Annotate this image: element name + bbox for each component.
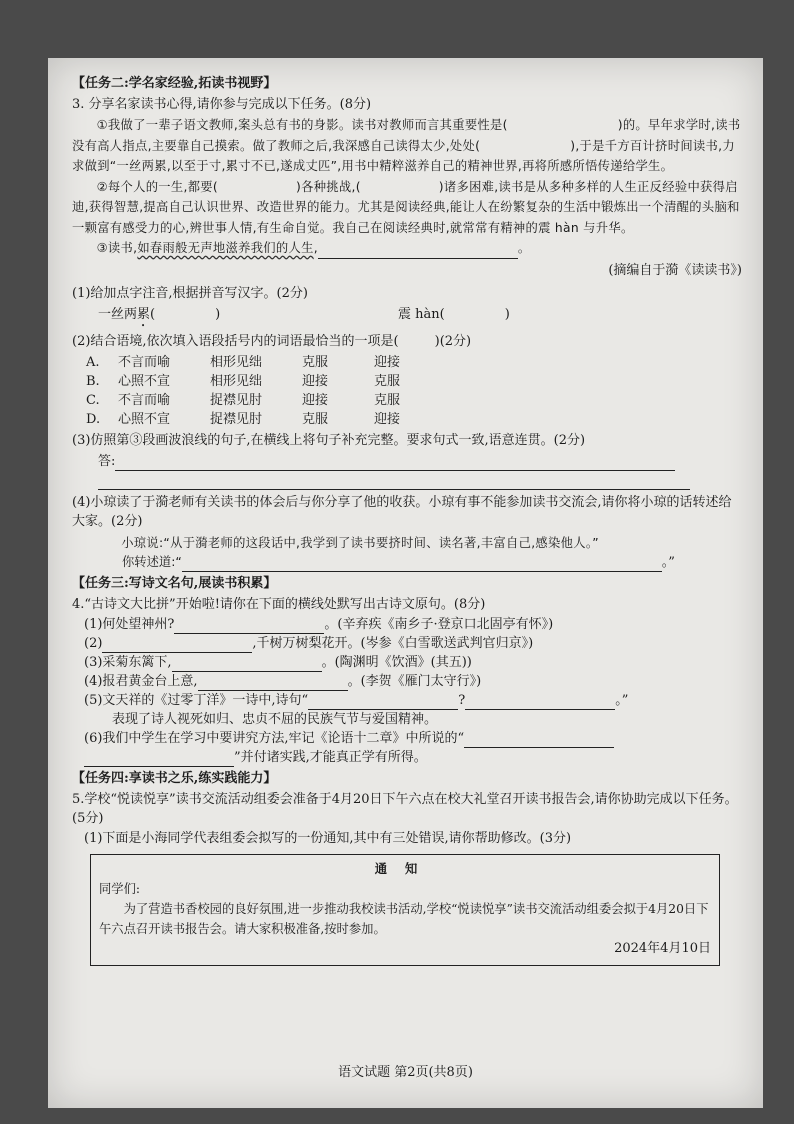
sub-question-2-score: )(2分) (434, 333, 472, 349)
hanzi-item-2-text: 震 hàn( (398, 306, 445, 322)
option-word: 相形见绌 (210, 354, 263, 370)
answer-row (72, 452, 742, 471)
passage-p1-part-a: ①我做了一辈子语文教师,案头总有书的身影。读书对教师而言其重要性是( (96, 118, 508, 132)
passage-p2-part-a: ②每个人的一生,都要( (96, 179, 218, 194)
sub-question-2 (72, 332, 742, 351)
notice-body: 为了营造书香校园的良好氛围,进一步推动我校读书活动,学校“悦读悦享”读书交流活动组委会拟于4月20日下午六点召开读书报告会。请大家积极准备,按时参加。 (99, 902, 709, 936)
passage-p1-part-b: )的。早年求学时,读书没有高人指点,主要靠自己摸索。做了教师之后,我深感自己读得太少,处处( (72, 118, 741, 153)
poem-item-5-note: 表现了诗人视死如归、忠贞不屈的民族气节与爱国精神。 (112, 712, 438, 727)
poem-item-5-pre: (5)文天祥的《过零丁洋》一诗中,诗句“ (84, 693, 309, 708)
poem-item-6 (72, 729, 742, 748)
option-word: 克服 (374, 373, 401, 389)
answer-blank-sentence[interactable] (318, 258, 518, 259)
passage-paragraph-2 (72, 177, 742, 239)
passage-paragraph-1 (72, 115, 742, 177)
poem-item-pre: (3)采菊东篱下, (84, 655, 172, 670)
sub-question-1: (1)给加点字注音,根据拼音写汉字。(2分) (72, 285, 308, 301)
poem-item-post: 。(李贺《雁门太守行》) (347, 674, 482, 689)
poem-item-pre: (2) (84, 636, 103, 651)
option-word: 克服 (302, 411, 329, 427)
question-3-title: 3. 分享名家读书心得,请你参与完成以下任务。(8分) (72, 97, 372, 112)
option-label: B. (86, 373, 100, 389)
notice-title: 通知 (374, 861, 436, 876)
option-word: 迎接 (374, 411, 401, 427)
exam-page (48, 58, 763, 1108)
retell-label: 你转述道:“ (122, 555, 182, 569)
option-word: 心照不宣 (118, 373, 171, 389)
passage-p3-end: 。 (517, 241, 531, 255)
poem-item (72, 615, 742, 634)
poem-blank[interactable] (465, 709, 615, 710)
option-label: C. (86, 392, 100, 408)
retell-end: 。” (661, 555, 675, 570)
sub-question-5-1: (1)下面是小海同学代表组委会拟写的一份通知,其中有三处错误,请你帮助修改。(3分) (84, 831, 572, 846)
option-word: 迎接 (302, 373, 329, 389)
poem-item-6-post: ”并付诸实践,才能真正学有所得。 (234, 750, 427, 765)
sub-question-1-items (72, 305, 742, 330)
poem-item-pre: (1)何处望神州? (84, 617, 175, 632)
question-5-title: 5.学校“悦读悦享”读书交流活动组委会准备于4月20日下午六点在校大礼堂召开读书报告会,请你协助完成以下任务。(5分) (72, 792, 738, 826)
choice-option[interactable] (72, 372, 742, 391)
hanzi-item-2-close: ) (504, 306, 510, 322)
option-label: A. (86, 354, 100, 370)
poem-item-5-end: 。” (615, 693, 629, 708)
pinyin-item-1-open: ( (150, 306, 156, 322)
poem-item-6-cont (72, 748, 742, 767)
task4-header: 【任务四:享读书之乐,练实践能力】 (72, 771, 277, 786)
hanzi-item-2 (398, 305, 510, 330)
pinyin-item-1-pre: 一丝两 (98, 306, 138, 322)
poem-item (72, 634, 742, 653)
answer-line-2[interactable] (98, 473, 690, 490)
xiaoqiong-quote: 小琼说:“从于漪老师的这段话中,我学到了读书要挤时间、读名著,丰富自己,感染他人。” (121, 535, 599, 550)
task2-header: 【任务二:学名家经验,拓读书视野】 (72, 76, 277, 91)
poem-item-post: 。(陶渊明《饮酒》(其五)) (321, 655, 472, 670)
retell-row (72, 553, 742, 572)
notice-date: 2024年4月10日 (614, 941, 711, 956)
poem-item (72, 672, 742, 691)
poem-item-post: ,千树万树梨花开。(岑参《白雪歌送武判官归京》) (252, 636, 534, 651)
question-4-title: 4.“古诗文大比拼”开始啦!请你在下面的横线处默写出古诗文原句。(8分) (72, 597, 486, 612)
sub-question-3: (3)仿照第③段画波浪线的句子,在横线上将句子补充完整。要求句式一致,语意连贯。(2分) (72, 432, 586, 448)
passage-p2-part-c: )诸多困难,读书是从多种多样的人生正反经验中获得启迪,获得智慧,提高自己认识世界、改造世界的能力。尤其是阅读经典,能让人在纷繁复杂的生活中锻炼出一个清醒的头脑和一颗富有感受力的心,辨世事人情,有生命自觉。我自己在阅读经典时,就常常有精神的震 hàn 与升华。 (72, 179, 740, 235)
notice-greeting: 同学们: (99, 882, 141, 896)
option-word: 捉襟见肘 (210, 392, 263, 408)
wavy-underlined-sentence: 如春雨般无声地滋养我们的人生 (137, 241, 314, 255)
option-word: 克服 (302, 354, 329, 370)
option-word: 捉襟见肘 (210, 411, 263, 427)
page-footer: 语文试题 第2页(共8页) (338, 1065, 473, 1080)
option-word: 不言而喻 (118, 392, 171, 408)
choice-option[interactable] (72, 391, 742, 410)
sub-question-4: (4)小琼读了于漪老师有关读书的体会后与你分享了他的收获。小琼有事不能参加读书交流会,请你将小琼的话转述给大家。(2分) (72, 494, 732, 529)
option-word: 不言而喻 (118, 354, 171, 370)
answer-row-2 (72, 471, 742, 491)
poem-blank[interactable] (464, 747, 614, 748)
passage-p3-part-b: , (313, 241, 318, 255)
poem-item-pre: (4)报君黄金台上意, (84, 674, 198, 689)
choice-option[interactable] (72, 353, 742, 372)
poem-item-5 (72, 691, 742, 710)
choice-option[interactable] (72, 410, 742, 429)
pinyin-item-1 (98, 305, 398, 330)
retell-blank[interactable] (182, 571, 662, 572)
notice-box (90, 854, 720, 966)
pinyin-item-1-close: ) (215, 306, 221, 322)
passage-p3-part-a: ③读书, (96, 241, 138, 255)
option-word: 相形见绌 (210, 373, 263, 389)
page-content (72, 72, 742, 966)
dotted-character: 累 (137, 306, 151, 322)
option-word: 心照不宣 (118, 411, 171, 427)
choice-options (72, 353, 742, 429)
poem-item (72, 653, 742, 672)
answer-label: 答: (98, 453, 116, 469)
passage-p1-part-c: ),于是千方百计挤时间读书,力求做到“一丝两累,以至于寸,累寸不已,遂成丈匹”,用书中精粹滋养自己的精神世界,再将所感所悟传递给学生。 (72, 138, 735, 173)
passage-p2-part-b: )各种挑战,( (296, 179, 361, 194)
option-word: 迎接 (374, 354, 401, 370)
option-word: 克服 (374, 392, 401, 408)
passage-source: (摘编自于漪《读读书》) (608, 262, 742, 278)
passage-paragraph-3 (72, 238, 742, 259)
option-word: 迎接 (302, 392, 329, 408)
poem-item-6-pre: (6)我们中学生在学习中要讲究方法,牢记《论语十二章》中所说的“ (84, 731, 465, 746)
sub-question-2-text: (2)结合语境,依次填入语段括号内的词语最恰当的一项是( (72, 333, 399, 349)
task3-header: 【任务三:写诗文名句,展读书积累】 (72, 576, 277, 591)
reading-passage (72, 115, 742, 259)
poem-item-post: 。(辛弃疾《南乡子·登京口北固亭有怀》) (324, 617, 554, 632)
option-label: D. (86, 411, 101, 427)
poem-item-5-mid: ? (458, 693, 466, 708)
poem-blank[interactable] (84, 766, 234, 767)
